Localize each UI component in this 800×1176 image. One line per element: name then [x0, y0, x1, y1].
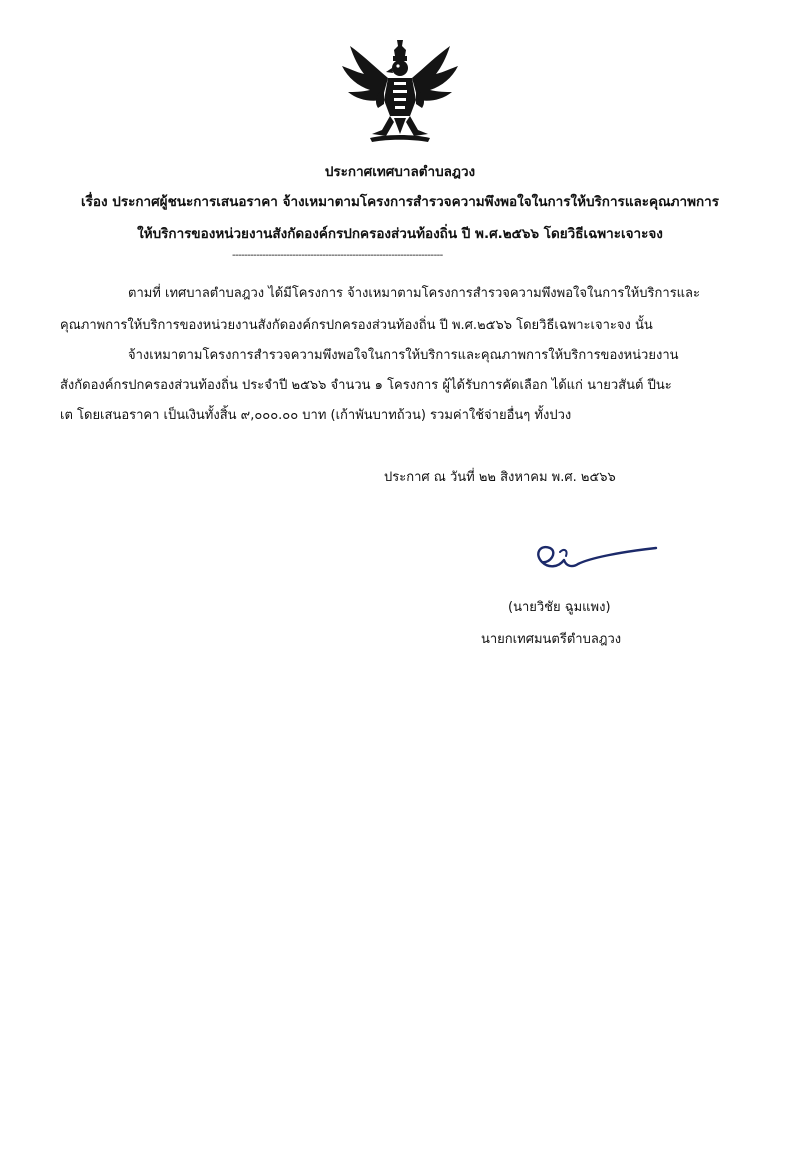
handwritten-signature-icon: [520, 538, 660, 578]
body-line: คุณภาพการให้บริการของหน่วยงานสังกัดองค์กรปกครองส่วนท้องถิ่น ปี พ.ศ.๒๕๖๖ โดยวิธีเฉพาะเจาะจง นั้น: [60, 318, 653, 333]
subject-line-1: เรื่อง ประกาศผู้ชนะการเสนอราคา จ้างเหมาตามโครงการสำรวจความพึงพอใจในการให้บริการและคุณภาพการ: [81, 194, 719, 210]
announcement-date: ประกาศ ณ วันที่ ๒๒ สิงหาคม พ.ศ. ๒๕๖๖: [384, 470, 616, 485]
body-line: ตามที่ เทศบาลตำบลฎวง ได้มีโครงการ จ้างเหมาตามโครงการสำรวจความพึงพอใจในการให้บริการและ: [128, 286, 701, 301]
body-line: จ้างเหมาตามโครงการสำรวจความพึงพอใจในการให้บริการและคุณภาพการให้บริการของหน่วยงาน: [128, 348, 679, 363]
divider-line: ----------------------------------------------------------------------: [232, 250, 443, 261]
body-line: สังกัดองค์กรปกครองส่วนท้องถิ่น ประจำปี ๒๕๖๖ จำนวน ๑ โครงการ ผู้ได้รับการคัดเลือก ได้แก่ นายวสันต์ ปีนะ: [60, 378, 672, 393]
subject-line-2: ให้บริการของหน่วยงานสังกัดองค์กรปกครองส่วนท้องถิ่น ปี พ.ศ.๒๕๖๖ โดยวิธีเฉพาะเจาะจง: [137, 226, 663, 242]
signatory-name: (นายวิชัย ฉูมแพง): [508, 600, 611, 615]
signatory-title: นายกเทศมนตรีตำบลฎวง: [481, 632, 622, 647]
announcement-title: ประกาศเทศบาลตำบลฎวง: [324, 164, 476, 180]
body-line: เต โดยเสนอราคา เป็นเงินทั้งสิ้น ๙,๐๐๐.๐๐ บาท (เก้าพันบาทถ้วน) รวมค่าใช้จ่ายอื่นๆ ทั้งปวง: [60, 408, 572, 423]
garuda-emblem-icon: [336, 38, 464, 146]
